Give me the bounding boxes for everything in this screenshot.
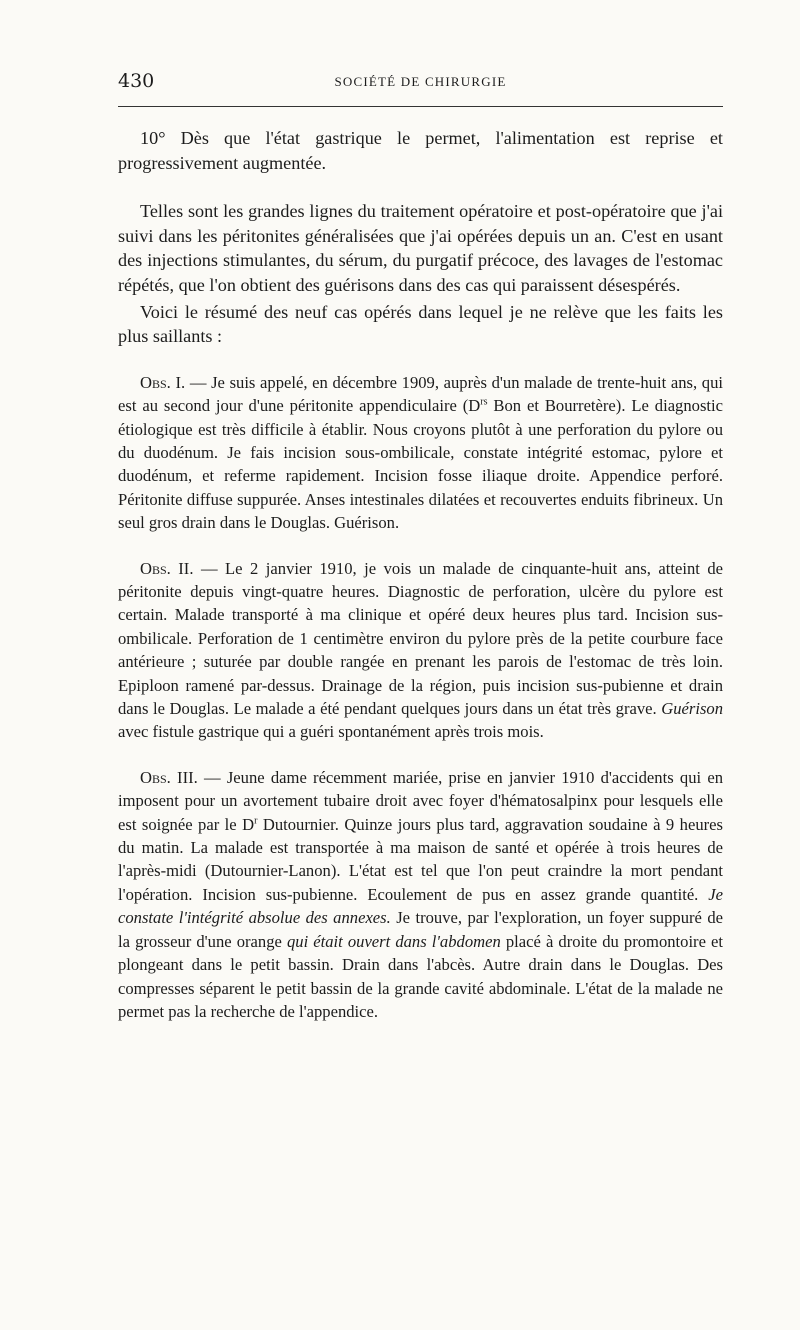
observation-1 xyxy=(118,371,723,535)
page-header xyxy=(118,68,723,98)
italic-text: Je constate l'intégrité absolue des annexes. xyxy=(118,884,723,928)
observation-2 xyxy=(118,557,723,744)
header-rule xyxy=(118,106,723,107)
observation-text: Dutournier. Quinze jours plus tard, aggravation soudaine à 9 heures du matin. La malade est transportée à ma maison de santé et opérée à trois heures de l'après-midi (Dutournier-Lanon). L'état est tel que l'on peut craindre la mort pendant l'opération. Incision sus-pubienne. Ecoulement de pus en assez grande quantité. xyxy=(118,814,723,904)
observation-text: placé à droite du promontoire et plongeant dans le petit bassin. Drain dans l'abcès. Autre drain dans le Douglas. Des compresses séparent le petit bassin de la grande cavité abdominale. L'état de la malade ne permet pas la recherche de l'appendice. xyxy=(118,931,724,1021)
italic-text: Guérison xyxy=(661,699,723,719)
superscript: r xyxy=(254,815,258,827)
paragraph-summary: Telles sont les grandes lignes du traitement opératoire et post-opératoire que j'ai suivi dans les péritonites généralisées que j'ai opérées depuis un an. C'est en usant des injections stimulantes, du sérum, du purgatif précoce, des lavages de l'estomac répétés, que l'on obtient des guérisons dans des cas qui paraissent désespérés. xyxy=(118,201,723,295)
body-text xyxy=(118,126,723,1023)
observation-label: Obs. I. xyxy=(140,372,186,392)
observation-text: — Le 2 janvier 1910, je vois un malade de cinquante-huit ans, atteint de péritonite depuis vingt-quatre heures. Diagnostic de perforation, ulcère du pylore est certain. Malade transporté à ma clinique et opéré deux heures plus tard. Incision sus-ombilicale. Perforation de 1 centimètre environ du pylore près de la petite courbure face antérieure ; suturée par double rangée en prenant les parois de l'estomac de très loin. Epiploon ramené par-dessus. Drainage de la région, puis incision sus-pubienne et drain dans le Douglas. Le malade a été pendant quelques jours dans un état très grave. xyxy=(118,558,723,719)
observation-text: — Je suis appelé, en décembre 1909, auprès d'un malade de trente-huit ans, qui est au second jour d'une péritonite appendiculaire (D xyxy=(118,372,723,416)
observation-text: Je trouve, par l'exploration, un foyer suppuré de la grosseur d'une orange xyxy=(118,908,723,951)
observation-text: avec fistule gastrique qui a guéri spontanément après trois mois. xyxy=(118,722,544,742)
superscript: rs xyxy=(480,396,488,408)
page-number: 430 xyxy=(118,70,155,92)
observation-label: Obs. II. xyxy=(140,558,194,578)
running-title: SOCIÉTÉ DE CHIRURGIE xyxy=(334,74,507,89)
paragraph-cases-intro: Voici le résumé des neuf cas opérés dans lequel je ne relève que les faits les plus saillants : xyxy=(118,301,723,347)
italic-text: qui était ouvert dans l'abdomen xyxy=(286,931,501,951)
observation-3 xyxy=(118,766,723,1023)
observation-text: Bon et Bourretère). Le diagnostic étiologique est très difficile à établir. Nous croyons plutôt à une perforation du pylore ou du duodénum. Je fais incision sous-ombilicale, constate intégrité estomac, pylore et duodénum, et referme rapidement. Incision fosse iliaque droite. Appendice perforé. Péritonite diffuse suppurée. Anses intestinales dilatées et recouvertes enduits fibrineux. Un seul gros drain dans le Douglas. Guérison. xyxy=(118,396,723,533)
observation-text: — Jeune dame récemment mariée, prise en janvier 1910 d'accidents qui en imposent pour un avortement tubaire droit avec foyer d'hématosalpinx pour lesquels elle est soignée par le D xyxy=(118,767,723,834)
observation-label: Obs. III. xyxy=(140,767,198,787)
paragraph-item-10: 10° Dès que l'état gastrique le permet, l'alimentation est reprise et progressivement augmentée. xyxy=(118,128,723,173)
